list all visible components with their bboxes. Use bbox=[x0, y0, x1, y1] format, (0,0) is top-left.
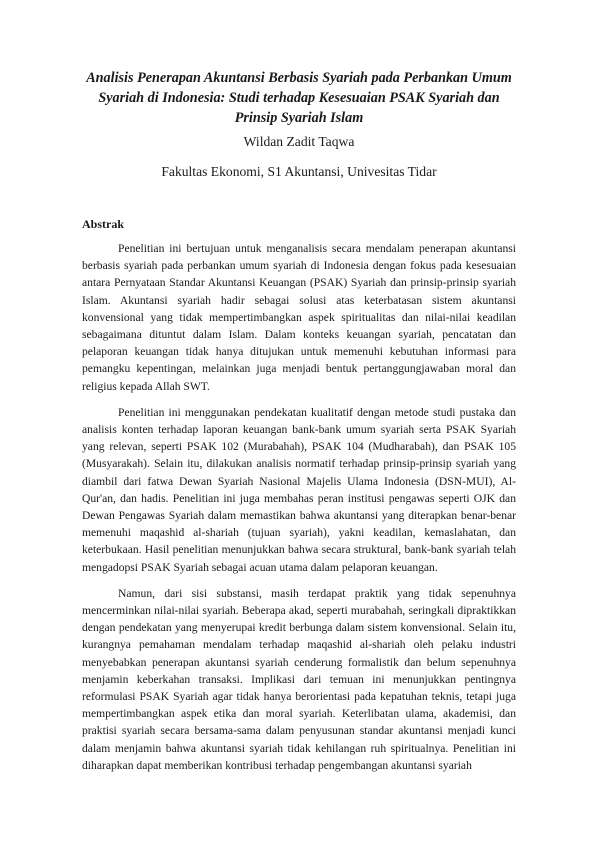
author-affiliation: Fakultas Ekonomi, S1 Akuntansi, Univesitas Tidar bbox=[161, 164, 437, 179]
abstract-paragraph-1: Penelitian ini bertujuan untuk menganalisis secara mendalam penerapan akuntansi berbasis syariah pada perbankan umum syariah di Indonesia dengan fokus pada kesesuaian antara Pernyataan Standar Akuntansi Keuangan (PSAK) Syariah dan prinsip-prinsip syariah Islam. Akuntansi syariah hadir sebagai solusi atas keterbatasan sistem akuntansi konvensional yang tidak mempertimbangkan aspek spiritualitas dan nilai-nilai keadilan sebagaimana dituntut dalam Islam. Dalam konteks keuangan syariah, pencatatan dan pelaporan keuangan tidak hanya ditujukan untuk memenuhi kebutuhan informasi para pemangku kepentingan, melainkan juga menjadi bentuk pertanggungjawaban moral dan religius kepada Allah SWT. bbox=[82, 242, 516, 393]
abstract-paragraph-2: Penelitian ini menggunakan pendekatan kualitatif dengan metode studi pustaka dan analisis konten terhadap laporan keuangan bank-bank umum syariah serta PSAK Syariah yang relevan, seperti PSAK 102 (Murabahah), PSAK 104 (Mudharabah), dan PSAK 105 (Musyarakah). Selain itu, dilakukan analisis normatif terhadap prinsip-prinsip syariah yang diambil dari fatwa Dewan Syariah Nasional Majelis Ulama Indonesia (DSN-MUI), Al-Qur'an, dan hadis. Penelitian ini juga membahas peran institusi pengawas seperti OJK dan Dewan Pengawas Syariah dalam memastikan bahwa akuntansi yang diterapkan benar-benar memenuhi maqashid al-shariah (tujuan syariah), yakni keadilan, kemaslahatan, dan keterbukaan. Hasil penelitian menunjukkan bahwa secara struktural, bank-bank syariah telah mengadopsi PSAK Syariah sebagai acuan utama dalam pelaporan keuangan. bbox=[82, 405, 516, 574]
abstract-paragraph-3: Namun, dari sisi substansi, masih terdapat praktik yang tidak sepenuhnya mencerminkan nilai-nilai syariah. Beberapa akad, seperti murabahah, seringkali dipraktikkan dengan pendekatan yang menyerupai kredit berbunga dalam sistem konvensional. Selain itu, kurangnya pemahaman mendalam terhadap maqashid al-shariah oleh pelaku industri menyebabkan penerapan akuntansi syariah cenderung formalistik dan belum sepenuhnya menjamin keberkahan transaksi. Implikasi dari temuan ini menunjukkan pentingnya reformulasi PSAK Syariah agar tidak hanya berorientasi pada kepatuhan teknis, tetapi juga mempertimbangkan aspek etika dan moral syariah. Keterlibatan ulama, akademisi, dan praktisi syariah secara bersama-sama dalam penyusunan standar akuntansi menjadi kunci dalam menjamin bahwa akuntansi syariah tidak kehilangan ruh spiritualnya. Penelitian ini diharapkan dapat memberikan kontribusi terhadap pengembangan akuntansi syariah bbox=[82, 586, 516, 772]
paper-title: Analisis Penerapan Akuntansi Berbasis Syariah pada Perbankan Umum Syariah di Indonesia: Studi terhadap Kesesuaian PSAK Syariah dan Prinsip Syariah Islam bbox=[86, 70, 512, 126]
abstract-heading: Abstrak bbox=[82, 217, 125, 231]
author-name: Wildan Zadit Taqwa bbox=[243, 134, 355, 149]
document-page bbox=[0, 68, 600, 844]
